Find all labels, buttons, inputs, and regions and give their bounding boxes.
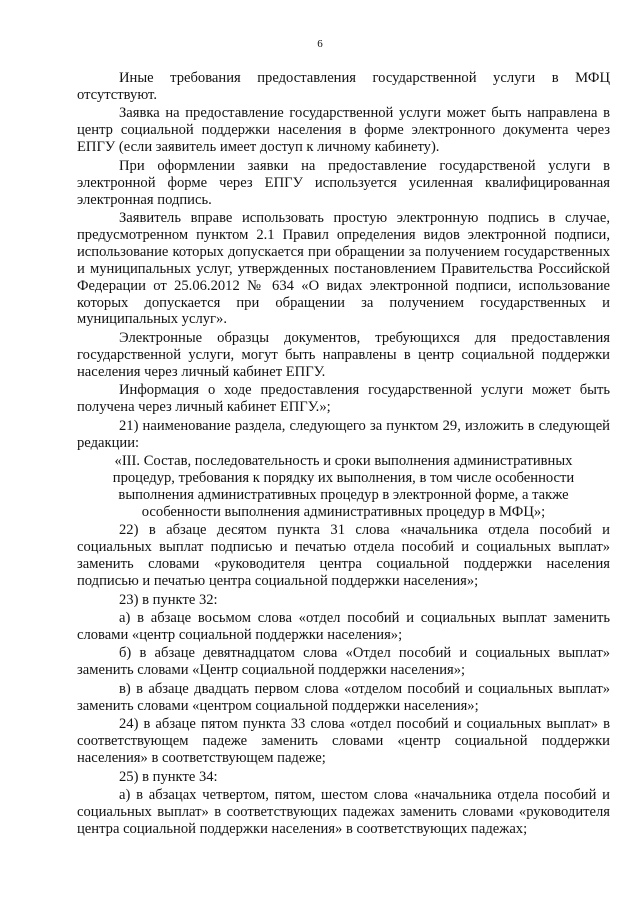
paragraph: а) в абзацах четвертом, пятом, шестом слова «начальника отдела пособий и социальных выплат» в соответствующих падежах заменить словами «руководителя центра социальной поддержки населения» в соответствующих падежах; xyxy=(77,787,610,837)
paragraph: Иные требования предоставления государственной услуги в МФЦ отсутствуют. xyxy=(77,70,610,103)
document-body xyxy=(77,70,610,839)
paragraph: 22) в абзаце десятом пункта 31 слова «начальника отдела пособий и социальных выплат подписью и печатью отдела пособий и социальных выплат» заменить словами «руководителя центра социальной поддержки населения подписью и печатью центра социальной поддержки населения»; xyxy=(77,522,610,590)
paragraph: Заявка на предоставление государственной услуги может быть направлена в центр социальной поддержки населения в форме электронного документа через ЕПГУ (если заявитель имеет доступ к личному кабинету). xyxy=(77,105,610,156)
paragraph: Заявитель вправе использовать простую электронную подпись в случае, предусмотренном пунктом 2.1 Правил определения видов электронной подписи, использование которых допускается при обращении за получением государственных и муниципальных услуг, утвержденных постановлением Правительства Российской Федерации от 25.06.2012 № 634 «О видах электронной подписи, использование которых допускается при обращении за получением государственных и муниципальных услуг». xyxy=(77,210,610,328)
paragraph: в) в абзаце двадцать первом слова «отделом пособий и социальных выплат» заменить словами «центром социальной поддержки населения»; xyxy=(77,680,610,714)
paragraph: 25) в пункте 34: xyxy=(119,768,218,785)
page-number: 6 xyxy=(317,38,323,50)
paragraph: Информация о ходе предоставления государственной услуги может быть получена через личный кабинет ЕПГУ.»; xyxy=(77,382,610,416)
paragraph: 21) наименование раздела, следующего за пунктом 29, изложить в следующей редакции: xyxy=(77,417,610,451)
paragraph: При оформлении заявки на предоставление государственой услуги в электронной форме через ЕПГУ используется усиленная квалифицированная электронная подпись. xyxy=(77,157,610,208)
paragraph: а) в абзаце восьмом слова «отдел пособий и социальных выплат заменить словами «центр социальной поддержки населения»; xyxy=(77,610,610,643)
paragraph: Электронные образцы документов, требующихся для предоставления государственной услуги, могут быть направлены в центр социальной поддержки населения через личный кабинет ЕПГУ. xyxy=(77,329,610,380)
paragraph: 24) в абзаце пятом пункта 33 слова «отдел пособий и социальных выплат» в соответствующем падеже заменить словами «центр социальной поддержки населения» в соответствующем падеже; xyxy=(77,716,610,767)
paragraph: б) в абзаце девятнадцатом слова «Отдел пособий и социальных выплат» заменить словами «Центр социальной поддержки населения»; xyxy=(77,645,610,679)
paragraph: 23) в пункте 32: xyxy=(119,591,218,608)
section-heading-quote: «III. Состав, последовательность и сроки выполнения административных процедур, требования к порядку их выполнения, в том числе особенности выполнения административных процедур в электронной форме, а также особенности выполнения административных процедур в МФЦ»; xyxy=(112,453,575,520)
